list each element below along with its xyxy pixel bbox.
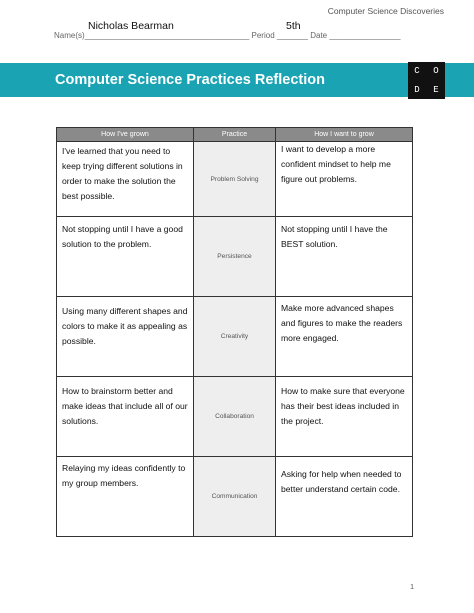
practice-cell: Collaboration bbox=[194, 377, 276, 457]
page-number: 1 bbox=[410, 584, 414, 591]
grown-cell: Using many different shapes and colors to make it as appealing as possible. bbox=[57, 297, 194, 377]
want-cell: Make more advanced shapes and figures to make the readers more engaged. bbox=[276, 297, 413, 377]
name-period-date-line: Name(s)_____________________________________ Period _______ Date ________________ bbox=[54, 31, 401, 40]
grown-cell: I've learned that you need to keep trying different solutions in order to make the solution the best possible. bbox=[57, 142, 194, 217]
grown-cell: Not stopping until I have a good solution to the problem. bbox=[57, 217, 194, 297]
course-name: Computer Science Discoveries bbox=[327, 6, 444, 16]
page-title: Computer Science Practices Reflection bbox=[55, 72, 325, 88]
table-row bbox=[57, 457, 413, 537]
title-banner bbox=[0, 63, 474, 97]
practice-cell: Communication bbox=[194, 457, 276, 537]
code-logo bbox=[408, 62, 445, 99]
reflection-table bbox=[56, 127, 413, 537]
grown-cell: How to brainstorm better and make ideas that include all of our solutions. bbox=[57, 377, 194, 457]
header-how-i-want-to-grow: How I want to grow bbox=[276, 128, 413, 142]
name-value: Nicholas Bearman bbox=[88, 20, 174, 32]
want-cell: Not stopping until I have the BEST solution. bbox=[276, 217, 413, 297]
logo-letter-e: E bbox=[433, 85, 439, 95]
practice-cell: Problem Solving bbox=[194, 142, 276, 217]
grown-cell: Relaying my ideas confidently to my group members. bbox=[57, 457, 194, 537]
period-value: 5th bbox=[286, 20, 301, 32]
header-how-ive-grown: How I've grown bbox=[57, 128, 194, 142]
want-cell: How to make sure that everyone has their best ideas included in the project. bbox=[276, 377, 413, 457]
table-row bbox=[57, 377, 413, 457]
logo-letter-d: D bbox=[414, 85, 420, 95]
practice-cell: Creativity bbox=[194, 297, 276, 377]
practice-cell: Persistence bbox=[194, 217, 276, 297]
header-practice: Practice bbox=[194, 128, 276, 142]
table-row bbox=[57, 142, 413, 217]
table-row bbox=[57, 217, 413, 297]
want-cell: I want to develop a more confident mindset to help me figure out problems. bbox=[276, 142, 413, 217]
table-header-row bbox=[57, 128, 413, 142]
logo-letter-c: C bbox=[414, 66, 420, 76]
logo-letter-o: O bbox=[433, 66, 439, 76]
want-cell: Asking for help when needed to better understand certain code. bbox=[276, 457, 413, 537]
table-row bbox=[57, 297, 413, 377]
